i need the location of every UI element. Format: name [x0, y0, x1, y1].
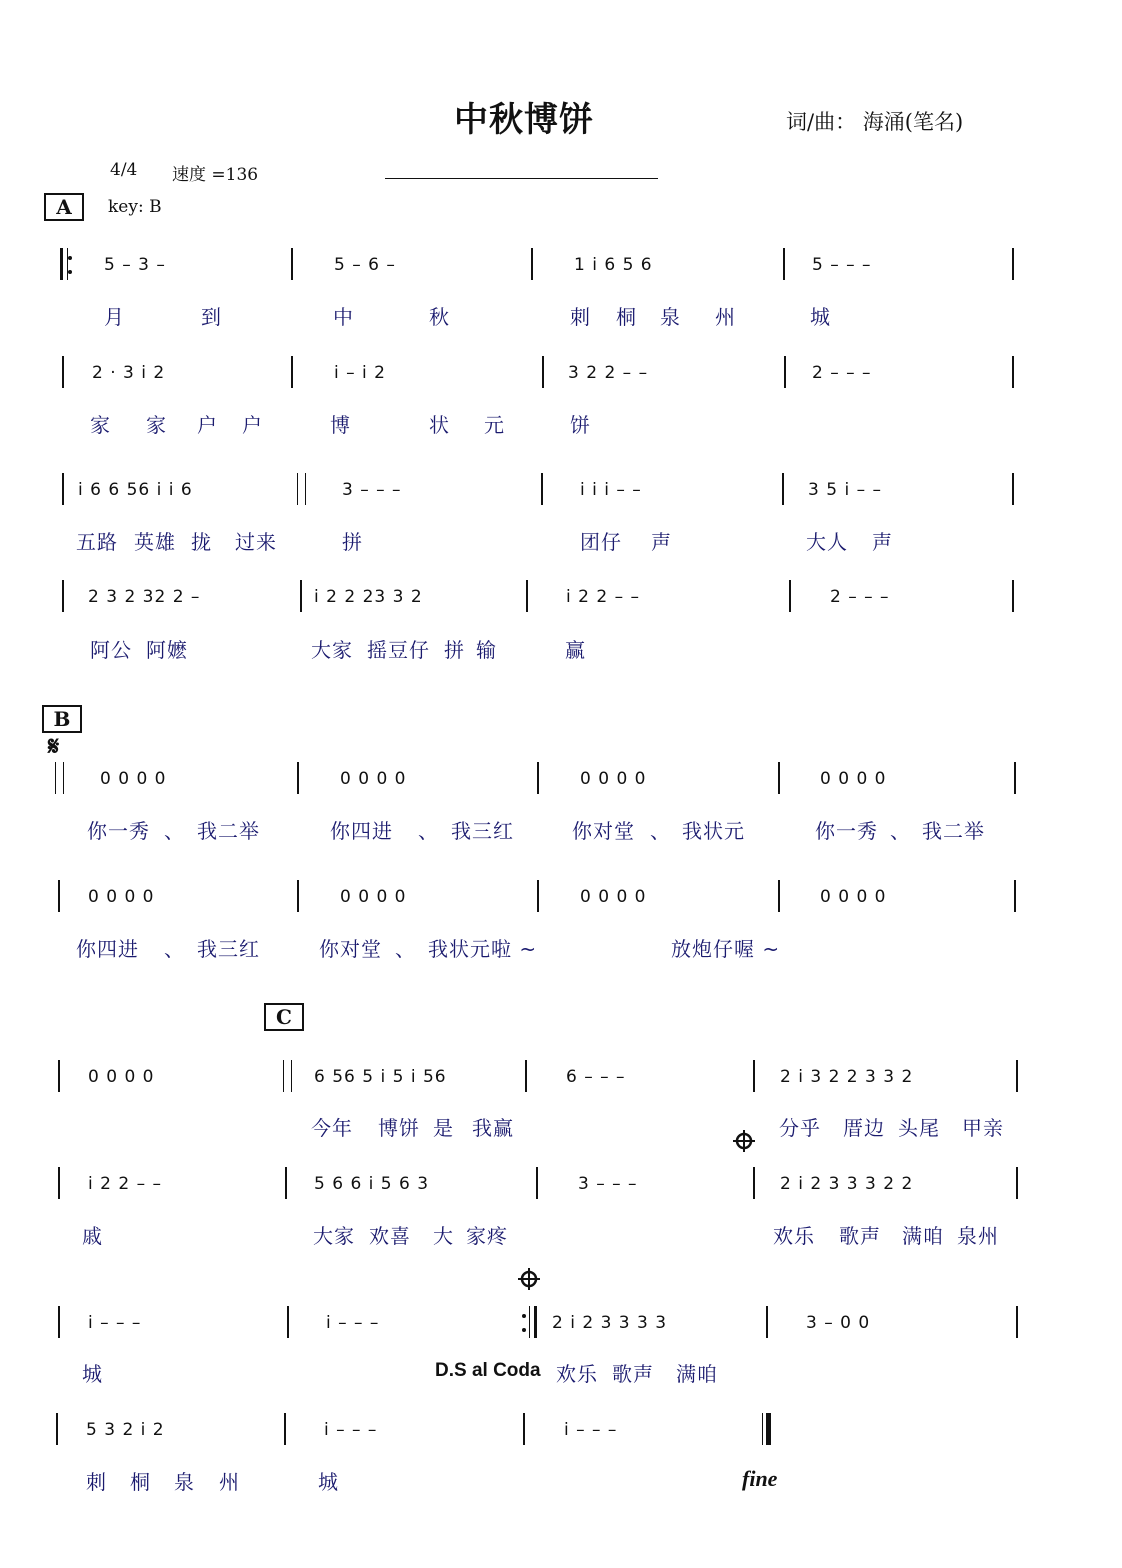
lyric: 、 [395, 937, 416, 961]
barline [284, 1413, 286, 1445]
lyric: 你四进 [330, 819, 393, 843]
measure-notes: 5 – – – [812, 255, 872, 275]
lyric: 饼 [570, 413, 591, 437]
barline [778, 880, 780, 912]
barline [58, 1167, 60, 1199]
coda-icon [518, 1268, 540, 1290]
measure-notes: 3 – – – [342, 480, 402, 500]
barline [58, 1060, 60, 1092]
section-c-label: C [264, 1003, 304, 1031]
lyric: 桐 [130, 1470, 151, 1494]
barline [542, 356, 544, 388]
measure-notes: 2 – – – [812, 363, 872, 383]
lyric: 大 [433, 1224, 454, 1248]
barline [526, 580, 528, 612]
lyric: 刺 [570, 305, 591, 329]
measure-notes: i – i 2 [334, 363, 386, 383]
measure-notes: 1 i 6 5 6 [574, 255, 653, 275]
measure-notes: i – – – [324, 1420, 378, 1440]
lyric: 你一秀 [815, 819, 878, 843]
measure-notes: 3 2 2 – – [568, 363, 649, 383]
barline [1016, 1167, 1018, 1199]
barline [58, 880, 60, 912]
lyric: 、 [164, 937, 185, 961]
barline [62, 473, 64, 505]
lyric: 今年 [311, 1116, 353, 1140]
lyric: 赢 [565, 638, 586, 662]
lyric: 我三红 [451, 819, 514, 843]
measure-notes: 0 0 0 0 [820, 769, 887, 789]
fine-marking: fine [742, 1466, 778, 1491]
lyric: 家 [90, 413, 111, 437]
lyric: 大家 [313, 1224, 355, 1248]
barline [291, 356, 293, 388]
measure-notes: 0 0 0 0 [820, 887, 887, 907]
lyric: 、 [164, 819, 185, 843]
lyric: 戚 [82, 1224, 103, 1248]
lyric: 团仔 [580, 530, 622, 554]
lyric: 满咱 [676, 1362, 718, 1386]
barline [1012, 580, 1014, 612]
author-credit: 词/曲： 海涌(笔名) [786, 110, 964, 134]
barline [1012, 356, 1014, 388]
barline [753, 1167, 755, 1199]
barline [783, 248, 785, 280]
lyric: 过来 [235, 530, 277, 554]
barline [297, 880, 299, 912]
barline [782, 473, 784, 505]
measure-notes: i 2 2 – – [88, 1174, 162, 1194]
lyric: 我三红 [197, 937, 260, 961]
song-title: 中秋博饼 [454, 100, 594, 140]
lyric: 泉州 [957, 1224, 999, 1248]
lyric: 头尾 [898, 1116, 940, 1140]
barline [1016, 1306, 1018, 1338]
measure-notes: 5 – 6 – [334, 255, 396, 275]
lyric: 输 [476, 638, 497, 662]
lyric: 泉 [174, 1470, 195, 1494]
measure-notes: 3 – 0 0 [806, 1313, 871, 1333]
lyric: 拼 [444, 638, 465, 662]
coda-icon [733, 1130, 755, 1152]
barline [537, 880, 539, 912]
lyric: 月 [104, 305, 125, 329]
barline [1012, 248, 1014, 280]
measure-notes: 2 3 2 32 2 – [88, 587, 201, 607]
measure-notes: 5 – 3 – [104, 255, 166, 275]
repeat-end-barline [529, 1306, 537, 1338]
header-rule [385, 178, 658, 179]
measure-notes: i – – – [326, 1313, 380, 1333]
lyric: 满咱 [902, 1224, 944, 1248]
lyric: 家 [146, 413, 167, 437]
lyric: 州 [219, 1470, 240, 1494]
measure-notes: 0 0 0 0 [580, 887, 647, 907]
lyric: 大人 [806, 530, 848, 554]
lyric: 甲亲 [962, 1116, 1004, 1140]
lyric: 欢乐 [556, 1362, 598, 1386]
lyric: 歌声 [839, 1224, 881, 1248]
measure-notes: 5 6 6 i 5 6 3 [314, 1174, 430, 1194]
lyric: 我二举 [922, 819, 985, 843]
barline [300, 580, 302, 612]
barline [531, 248, 533, 280]
lyric: 博 [330, 413, 351, 437]
double-barline [55, 762, 64, 794]
barline [1014, 762, 1016, 794]
lyric: 泉 [660, 305, 681, 329]
barline [537, 762, 539, 794]
barline [62, 580, 64, 612]
barline [1014, 880, 1016, 912]
section-a-label: A [44, 193, 84, 221]
barline [525, 1060, 527, 1092]
lyric: 分乎 [779, 1116, 821, 1140]
double-barline [283, 1060, 292, 1092]
lyric: 、 [418, 819, 439, 843]
section-b-label: B [42, 705, 82, 733]
lyric: 声 [872, 530, 893, 554]
lyric: 城 [82, 1362, 103, 1386]
measure-notes: 0 0 0 0 [340, 769, 407, 789]
barline [291, 248, 293, 280]
lyric: 、 [650, 819, 671, 843]
lyric: 英雄 [134, 530, 176, 554]
lyric: 状 [429, 413, 450, 437]
ds-al-coda-marking: D.S al Coda [435, 1360, 541, 1381]
repeat-dots [522, 1314, 526, 1338]
measure-notes: i 2 2 23 3 2 [314, 587, 423, 607]
lyric: 桐 [616, 305, 637, 329]
lyric: 阿嬷 [146, 638, 188, 662]
measure-notes: 6 – – – [566, 1067, 626, 1087]
lyric: 拢 [191, 530, 212, 554]
measure-notes: 0 0 0 0 [340, 887, 407, 907]
lyric: 城 [810, 305, 831, 329]
lyric: 声 [651, 530, 672, 554]
measure-notes: 6 56 5 i 5 i 56 [314, 1067, 447, 1087]
measure-notes: i i i – – [580, 480, 642, 500]
lyric: 你一秀 [87, 819, 150, 843]
measure-notes: 5 3 2 i 2 [86, 1420, 165, 1440]
lyric: 家疼 [466, 1224, 508, 1248]
measure-notes: i 6 6 56 i i 6 [78, 480, 193, 500]
barline [58, 1306, 60, 1338]
measure-notes: 2 i 3 2 2 3 3 2 [780, 1067, 914, 1087]
barline [1012, 473, 1014, 505]
measure-notes: i 2 2 – – [566, 587, 640, 607]
barline [285, 1167, 287, 1199]
double-barline [297, 473, 306, 505]
measure-notes: 2 – – – [830, 587, 890, 607]
measure-notes: 3 – – – [578, 1174, 638, 1194]
barline [287, 1306, 289, 1338]
barline [766, 1306, 768, 1338]
barline [753, 1060, 755, 1092]
lyric: 我二举 [197, 819, 260, 843]
lyric: 放炮仔喔 ~ [671, 937, 781, 961]
lyric: 州 [715, 305, 736, 329]
time-signature: 4/4 [110, 160, 138, 180]
lyric: 秋 [429, 305, 450, 329]
barline [778, 762, 780, 794]
key-signature: key: B [108, 197, 162, 217]
measure-notes: i – – – [88, 1313, 142, 1333]
lyric: 到 [201, 305, 222, 329]
final-barline [762, 1413, 771, 1445]
lyric: 我状元 [682, 819, 745, 843]
lyric: 户 [197, 413, 218, 437]
lyric: 欢乐 [773, 1224, 815, 1248]
lyric: 你对堂 [572, 819, 635, 843]
measure-notes: i – – – [564, 1420, 618, 1440]
lyric: 欢喜 [369, 1224, 411, 1248]
lyric: 大家 [311, 638, 353, 662]
segno-sign: 𝄋 [48, 732, 60, 762]
barline [56, 1413, 58, 1445]
barline [297, 762, 299, 794]
lyric: 户 [242, 413, 263, 437]
lyric: 城 [318, 1470, 339, 1494]
lyric: 元 [484, 413, 505, 437]
measure-notes: 2 · 3 i 2 [92, 363, 166, 383]
lyric: 你四进 [76, 937, 139, 961]
barline [62, 356, 64, 388]
barline [784, 356, 786, 388]
barline [789, 580, 791, 612]
measure-notes: 2 i 2 3 3 3 3 [552, 1313, 668, 1333]
lyric: 我赢 [472, 1116, 514, 1140]
barline [523, 1413, 525, 1445]
repeat-dots [68, 256, 72, 280]
repeat-start-barline [60, 248, 68, 280]
lyric: 厝边 [843, 1116, 885, 1140]
lyric: 、 [890, 819, 911, 843]
lyric: 五路 [76, 530, 118, 554]
barline [541, 473, 543, 505]
measure-notes: 0 0 0 0 [100, 769, 167, 789]
lyric: 博饼 [378, 1116, 420, 1140]
lyric: 阿公 [90, 638, 132, 662]
lyric: 歌声 [612, 1362, 654, 1386]
measure-notes: 0 0 0 0 [88, 887, 155, 907]
barline [536, 1167, 538, 1199]
lyric: 是 [433, 1116, 454, 1140]
measure-notes: 2 i 2 3 3 3 2 2 [780, 1174, 914, 1194]
lyric: 中 [333, 305, 354, 329]
lyric: 拼 [342, 530, 363, 554]
lyric: 我状元啦 ~ [428, 937, 538, 961]
barline [1016, 1060, 1018, 1092]
tempo-marking: 速度 =136 [172, 165, 259, 185]
measure-notes: 0 0 0 0 [88, 1067, 155, 1087]
lyric: 刺 [86, 1470, 107, 1494]
lyric: 你对堂 [319, 937, 382, 961]
lyric: 摇豆仔 [367, 638, 430, 662]
measure-notes: 0 0 0 0 [580, 769, 647, 789]
measure-notes: 3 5 i – – [808, 480, 882, 500]
